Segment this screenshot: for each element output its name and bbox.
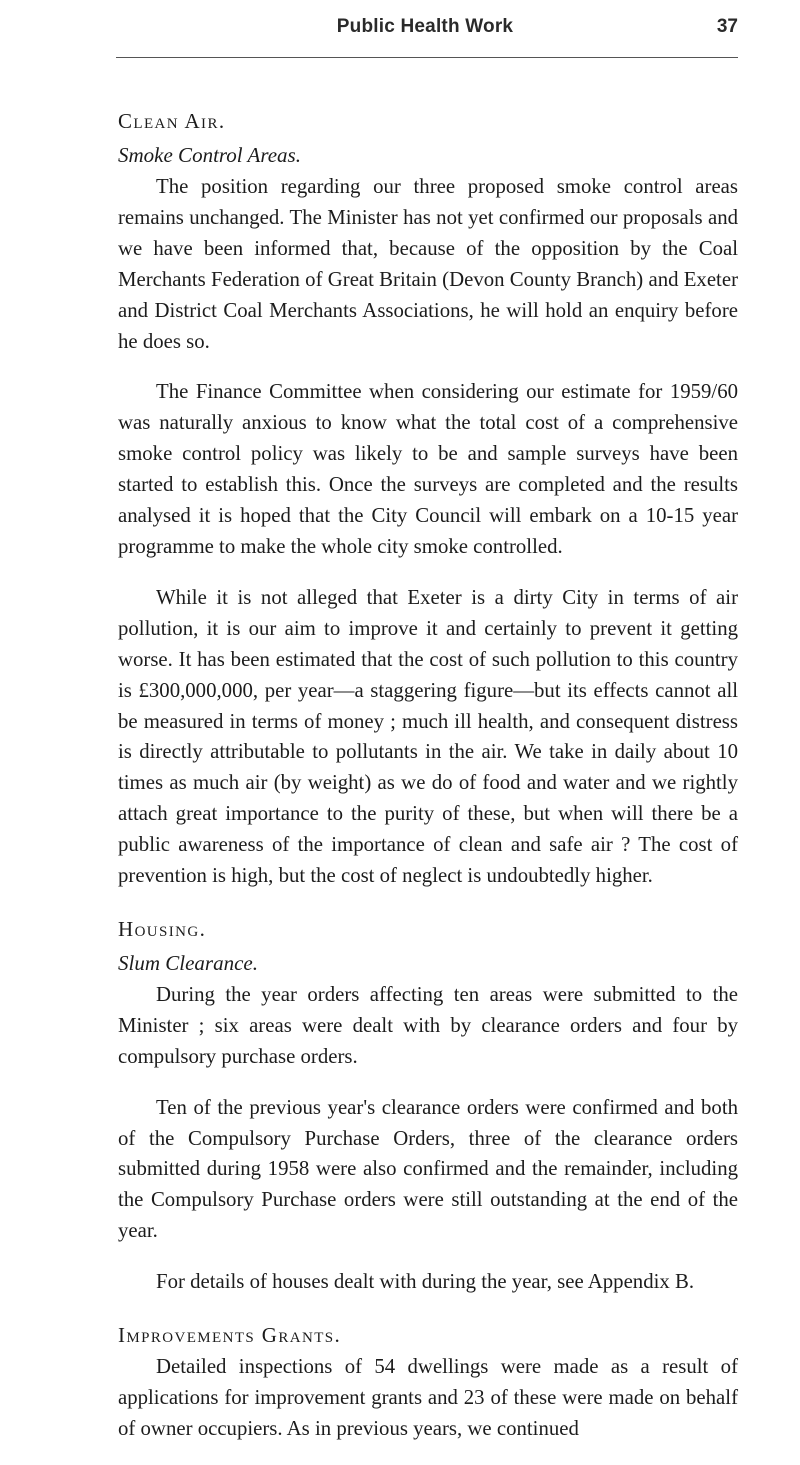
section-heading-improvements-grants: Improvements Grants. (118, 1323, 342, 1348)
subheading-slum-clearance: Slum Clearance. (118, 950, 258, 975)
running-header (112, 16, 738, 50)
section-housing (118, 912, 738, 1298)
header-title: Public Health Work (336, 16, 514, 37)
section-improvements-grants (118, 1318, 738, 1445)
header-rule (116, 57, 738, 58)
section-heading-housing: Housing. (118, 916, 207, 941)
section-heading-clean-air: Clean Air. (118, 109, 226, 133)
paragraph: Detailed inspections of 54 dwellings were made as a result of applications for improvement grants and 23 of these were made on behalf of owner occupiers. As in previous years, we continued (118, 1355, 738, 1440)
section-clean-air (118, 104, 738, 892)
paragraph: The position regarding our three proposed smoke control areas remains unchanged. The Minister has not yet confirmed our proposals and we have been informed that, because of the opposition by the Coal Merchants Federation of Great Britain (Devon County Branch) and Exeter and District Coal Merchants Associations, he will hold an enquiry before he does so. (118, 175, 738, 353)
page-body (118, 104, 738, 1465)
paragraph: While it is not alleged that Exeter is a dirty City in terms of air pollution, it is our aim to improve it and certainly to prevent it getting worse. It has been estimated that the cost of such pollution to this country is £300,000,000, per year—a staggering figure—but its effects cannot all be measured in terms of money ; much ill health, and consequent distress is directly attributable to pollutants in the air. We take in daily about 10 times as much air (by weight) as we do of food and water and we rightly attach great importance to the purity of these, but when will there be a public awareness of the importance of clean and safe air ? The cost of prevention is high, but the cost of neglect is undoubtedly higher. (118, 585, 738, 888)
paragraph: Ten of the previous year's clearance orders were confirmed and both of the Compulsory Purchase Orders, three of the clearance orders submitted during 1958 were also confirmed and the remainder, including the Compulsory Purchase orders were still outstanding at the end of the year. (118, 1095, 738, 1243)
paragraph: During the year orders affecting ten areas were submitted to the Minister ; six areas were dealt with by clearance orders and four by compulsory purchase orders. (118, 982, 738, 1068)
paragraph: For details of houses dealt with during the year, see Appendix B. (156, 1270, 695, 1294)
subheading-smoke-control-areas: Smoke Control Areas. (118, 143, 301, 167)
paragraph: The Finance Committee when considering our estimate for 1959/60 was naturally anxious to know what the total cost of a comprehensive smoke control policy was likely to be and sample surveys have been started to establish this. Once the surveys are completed and the results analysed it is hoped that the City Council will embark on a 10-15 year programme to make the whole city smoke controlled. (118, 380, 738, 558)
page-number: 37 (716, 16, 738, 37)
